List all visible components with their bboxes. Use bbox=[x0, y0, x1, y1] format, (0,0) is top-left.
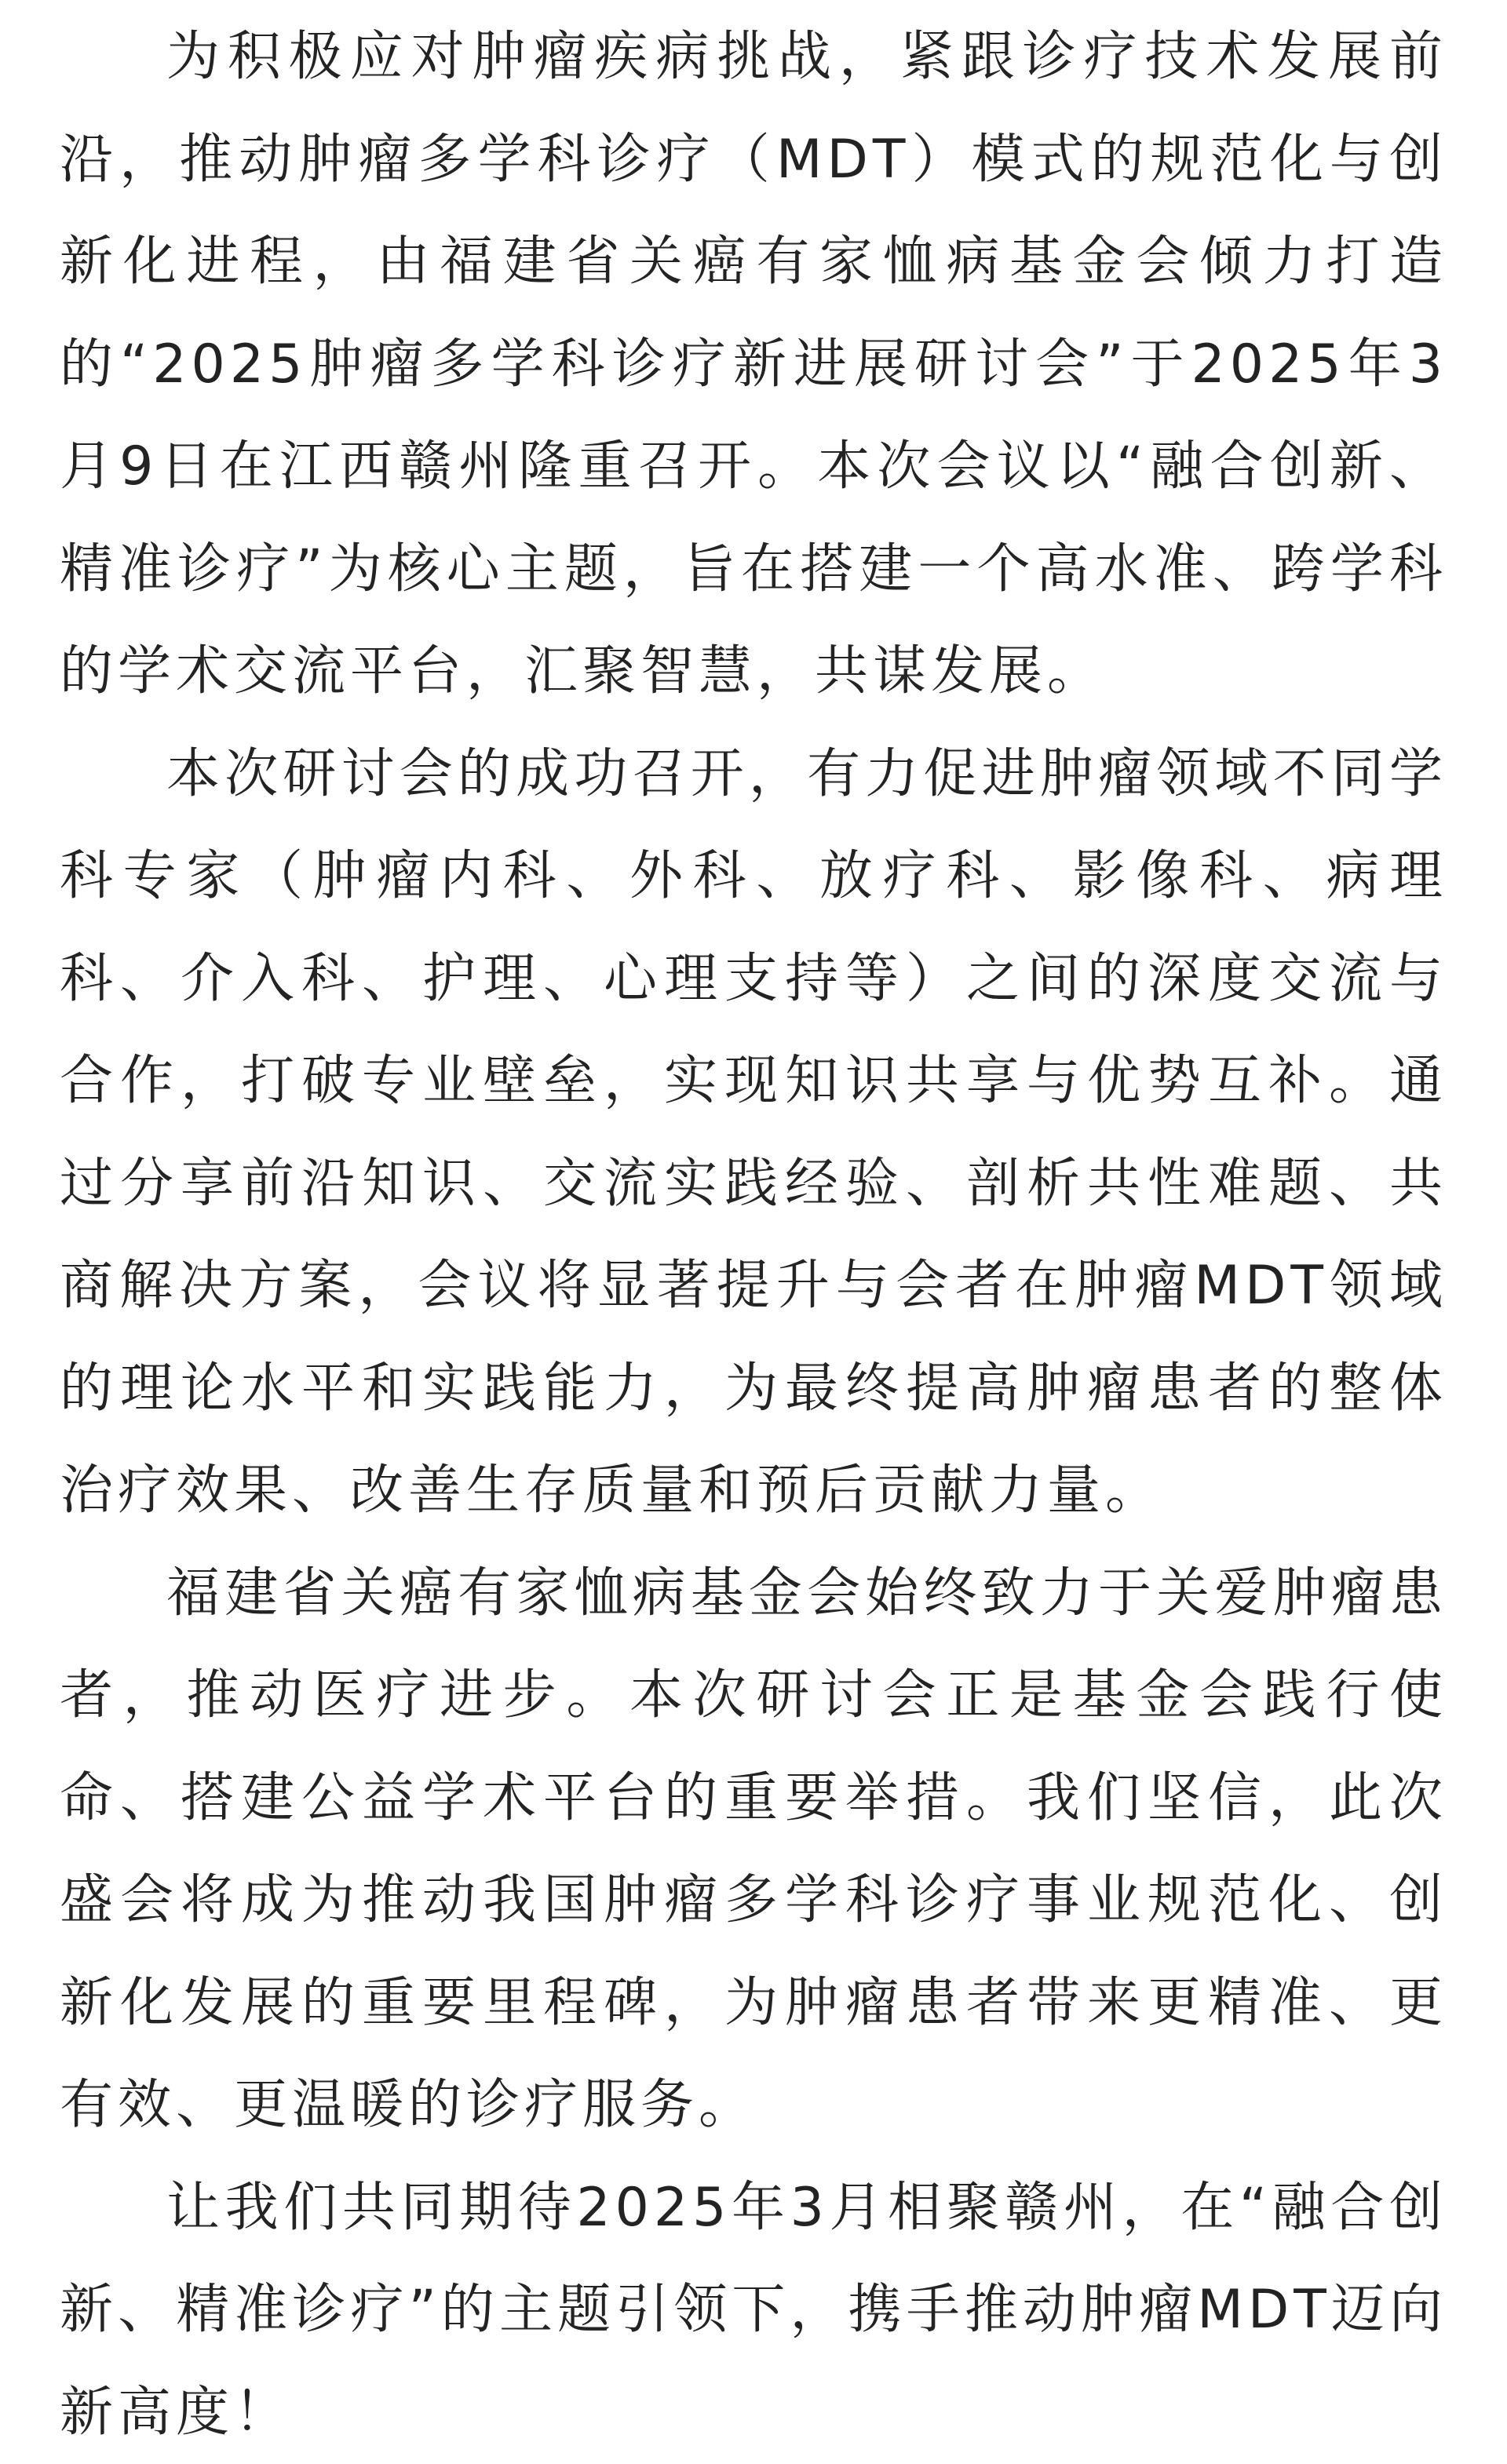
article-paragraph-1: 为积极应对肿瘤疾病挑战，紧跟诊疗技术发展前沿，推动肿瘤多学科诊疗（MDT）模式的规范化与创新化进程，由福建省关癌有家恤病基金会倾力打造的“2025肿瘤多学科诊疗新进展研讨会”于2025年3月9日在江西赣州隆重召开。本次会议以“融合创新、精准诊疗”为核心主题，旨在搭建一个高水准、跨学科的学术交流平台，汇聚智慧，共谋发展。 bbox=[60, 6, 1447, 724]
article-paragraph-2: 本次研讨会的成功召开，有力促进肿瘤领域不同学科专家（肿瘤内科、外科、放疗科、影像科、病理科、介入科、护理、心理支持等）之间的深度交流与合作，打破专业壁垒，实现知识共享与优势互补。通过分享前沿知识、交流实践经验、剖析共性难题、共商解决方案，会议将显著提升与会者在肿瘤MDT领域的理论水平和实践能力，为最终提高肿瘤患者的整体治疗效果、改善生存质量和预后贡献力量。 bbox=[60, 724, 1447, 1543]
article-paragraph-4: 让我们共同期待2025年3月相聚赣州，在“融合创新、精准诊疗”的主题引领下，携手推动肿瘤MDT迈向新高度！ bbox=[60, 2157, 1447, 2464]
article-paragraph-3: 福建省关癌有家恤病基金会始终致力于关爱肿瘤患者，推动医疗进步。本次研讨会正是基金会践行使命、搭建公益学术平台的重要举措。我们坚信，此次盛会将成为推动我国肿瘤多学科诊疗事业规范化、创新化发展的重要里程碑，为肿瘤患者带来更精准、更有效、更温暖的诊疗服务。 bbox=[60, 1543, 1447, 2157]
article-body bbox=[60, 6, 1447, 2464]
